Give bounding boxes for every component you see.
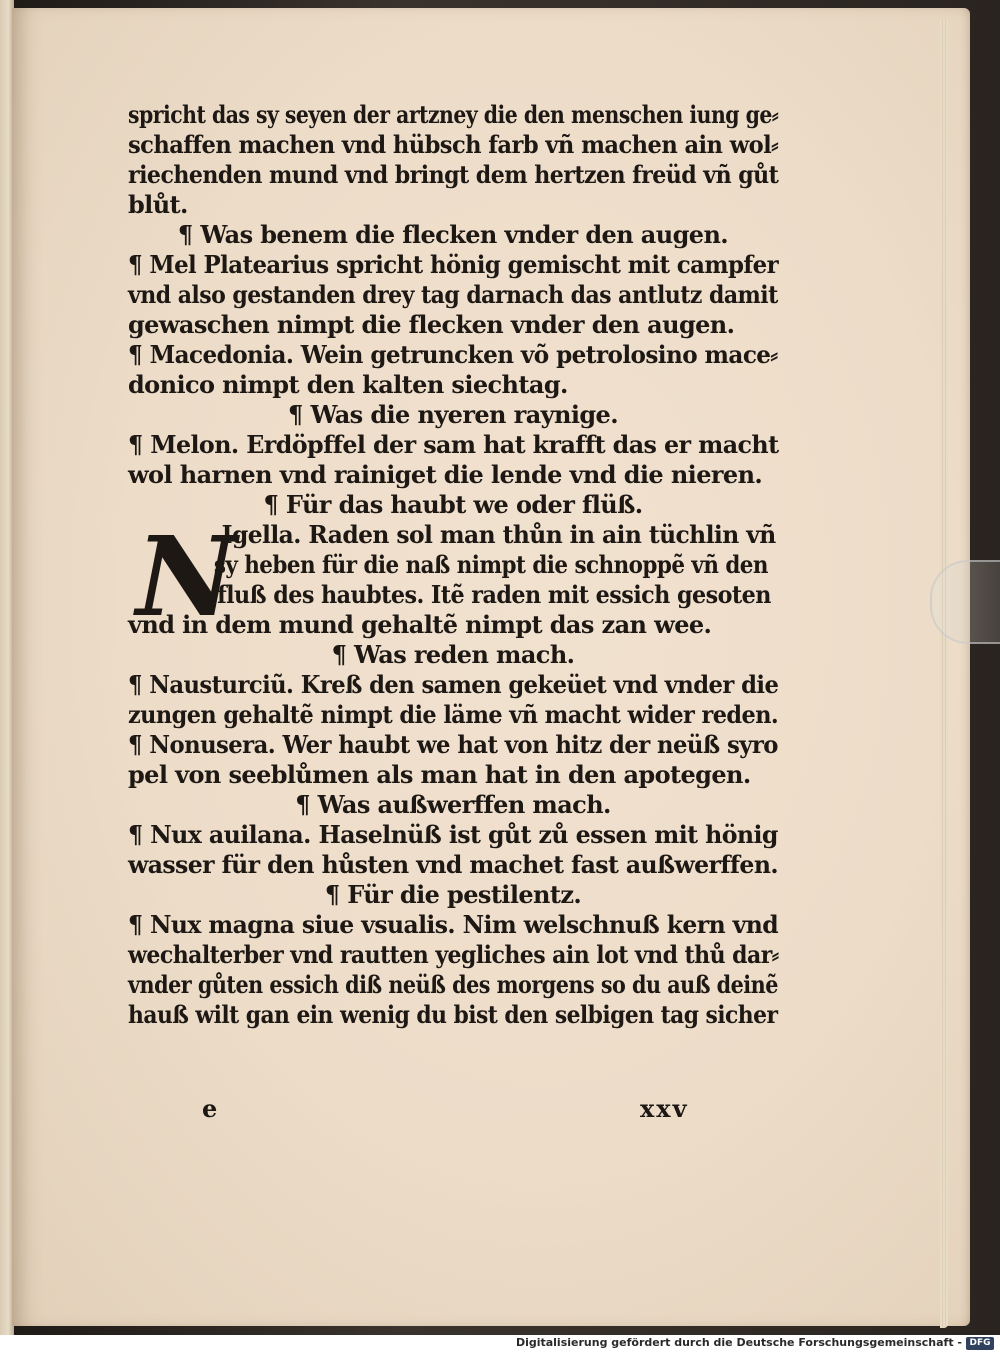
text-line: hauß wilt gan ein wenig du bist den selbigen tag sicher (128, 1000, 778, 1029)
text-line: ¶ Was benem die flecken vnder den augen. (177, 220, 729, 249)
text-line: gewaschen nimpt die flecken vnder den augen. (128, 310, 735, 339)
text-lines-top (128, 100, 778, 520)
page-edge-stack (940, 20, 948, 1328)
text-line: fluß des haubtes. Itẽ raden mit essich gesoten (217, 580, 771, 609)
text-line: wechalterber vnd rautten yegliches ain lot vnd thů dar⸗ (128, 940, 779, 969)
text-line: schaffen machen vnd hübsch farb vñ machen ain wol⸗ (128, 130, 779, 159)
text-line: ¶ Mel Platearius spricht hönig gemischt mit campfer (128, 250, 779, 279)
text-line: sy heben für die naß nimpt die schnoppẽ vñ den (213, 550, 768, 579)
text-line: ¶ Für die pestilentz. (324, 880, 582, 909)
text-line: blůt. (128, 190, 188, 219)
text-line: spricht das sy seyen der artzney die den menschen iung ge⸗ (128, 100, 779, 129)
text-line: zungen gehaltẽ nimpt die läme vñ macht wider reden. (128, 700, 779, 729)
text-lines-bottom (128, 610, 778, 1030)
text-line: vnder gůten essich diß neüß des morgens so du auß deinẽ (128, 970, 778, 999)
decorated-initial: N (136, 512, 236, 641)
text-line: wol harnen vnd rainiget die lende vnd die nieren. (128, 460, 763, 489)
text-line: ¶ Nausturciũ. Kreß den samen gekeüet vnd vnder die (128, 670, 779, 699)
text-line: ¶ Was reden mach. (331, 640, 575, 669)
text-line: ¶ Nonusera. Wer haubt we hat von hitz der neüß syro (128, 730, 778, 759)
funding-credit: Digitalisierung gefördert durch die Deutsche Forschungsgemeinschaft - (515, 1336, 962, 1349)
text-line: ¶ Nux magna siue vsualis. Nim welschnuß kern vnd (128, 910, 779, 939)
text-line: ¶ Was außwerffen mach. (295, 790, 611, 819)
text-line: vnd also gestanden drey tag darnach das antlutz damit (128, 280, 778, 309)
signature-mark: e (202, 1094, 218, 1123)
page-footer (128, 1094, 778, 1124)
text-line: ¶ Melon. Erdöpffel der sam hat krafft das er macht (128, 430, 779, 459)
dfg-logo: DFG (966, 1337, 994, 1350)
text-line: vnd in dem mund gehaltẽ nimpt das zan wee. (128, 610, 712, 639)
text-line: Igella. Raden sol man thůn in ain tüchlin vñ (221, 520, 776, 549)
text-line: riechenden mund vnd bringt dem hertzen freüd vñ gůt (128, 160, 779, 189)
text-line: ¶ Für das haubt we oder flüß. (263, 490, 643, 519)
initial-lines (128, 520, 778, 610)
text-line: ¶ Macedonia. Wein getruncken võ petrolosino mace⸗ (128, 340, 778, 369)
credit-bar (0, 1335, 1000, 1353)
text-line: pel von seeblůmen als man hat in den apotegen. (128, 760, 751, 789)
text-line: donico nimpt den kalten siechtag. (128, 370, 568, 399)
text-line: wasser für den hůsten vnd machet fast außwerffen. (128, 850, 779, 879)
text-line: ¶ Was die nyeren raynige. (288, 400, 618, 429)
folio-number: xxv (640, 1094, 689, 1123)
text-line: ¶ Nux auilana. Haselnüß ist gůt zů essen mit hönig (128, 820, 778, 849)
page-clip-icon (930, 560, 1000, 644)
page-text (128, 100, 778, 1030)
